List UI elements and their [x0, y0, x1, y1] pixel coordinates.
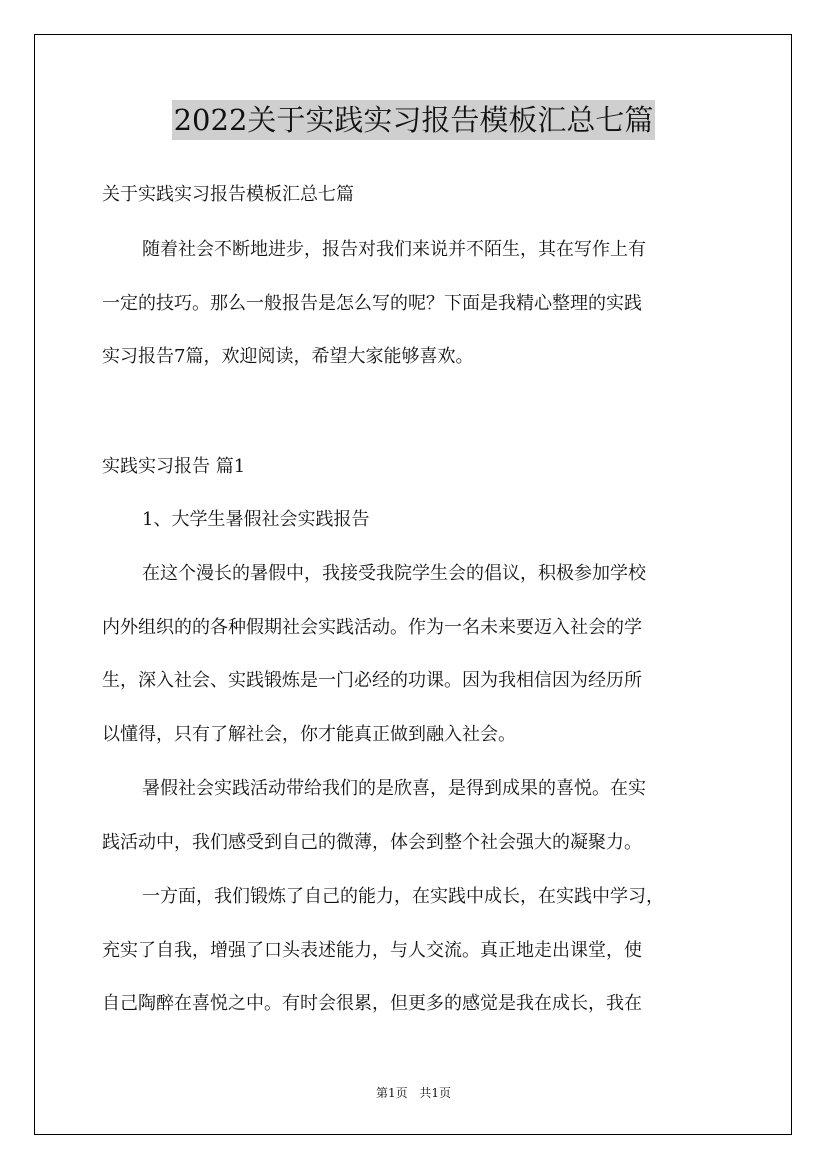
body-line: 充实了自我，增强了口头表述能力，与人交流。真正地走出课堂，使	[102, 940, 642, 961]
body-line: 实习报告7篇，欢迎阅读，希望大家能够喜欢。	[102, 346, 474, 367]
body-line: 暑假社会实践活动带给我们的是欣喜，是得到成果的喜悦。在实	[142, 778, 646, 799]
page-footer	[0, 1084, 827, 1101]
body-line: 以懂得，只有了解社会，你才能真正做到融入社会。	[102, 724, 516, 745]
body-line: 一方面，我们锻炼了自己的能力，在实践中成长，在实践中学习，	[142, 886, 664, 907]
body-line: 生，深入社会、实践锻炼是一门必经的功课。因为我相信因为经历所	[102, 670, 642, 691]
body-line: 随着社会不断地进步，报告对我们来说并不陌生，其在写作上有	[142, 239, 646, 260]
body-line: 践活动中，我们感受到自己的微薄，体会到整个社会强大的凝聚力。	[102, 832, 642, 853]
title-wrap	[0, 100, 827, 140]
page-total: 共1页	[419, 1086, 452, 1100]
body-line: 一定的技巧。那么一般报告是怎么写的呢？下面是我精心整理的实践	[102, 293, 642, 314]
body-line: 在这个漫长的暑假中，我接受我院学生会的倡议，积极参加学校	[142, 563, 646, 584]
subsection-heading: 1、大学生暑假社会实践报告	[142, 509, 370, 530]
body-line: 内外组织的的各种假期社会实践活动。作为一名未来要迈入社会的学	[102, 617, 642, 638]
document-title: 2022关于实践实习报告模板汇总七篇	[172, 100, 656, 140]
document-subtitle: 关于实践实习报告模板汇总七篇	[102, 184, 354, 205]
section-heading: 实践实习报告 篇1	[102, 456, 246, 477]
body-line: 自己陶醉在喜悦之中。有时会很累，但更多的感觉是我在成长，我在	[102, 993, 642, 1014]
page-number: 第1页	[375, 1086, 408, 1100]
